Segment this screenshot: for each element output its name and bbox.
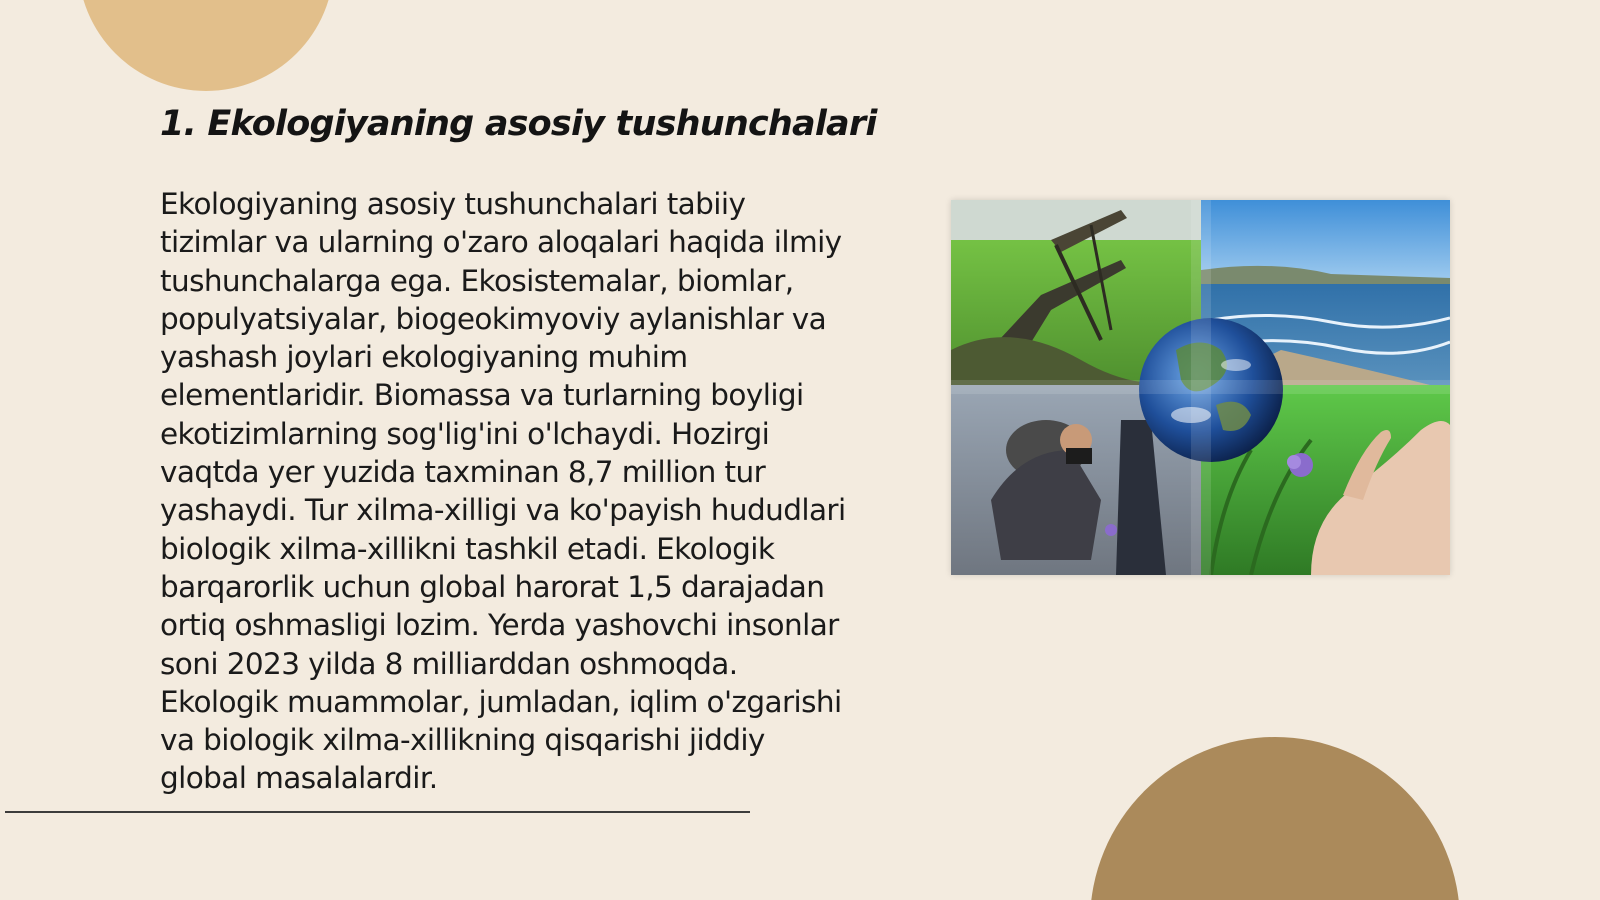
slide-title: 1. Ekologiyaning asosiy tushunchalari: [160, 104, 877, 144]
decorative-circle-bottom: [1090, 737, 1460, 900]
ecology-collage-image: [951, 200, 1450, 575]
slide-body-text: Ekologiyaning asosiy tushunchalari tabiiy tizimlar va ularning o'zaro aloqalari haqida ilmiy tushunchalarga ega. Ekosistemalar, biomlar, populyatsiyalar, biogeokimyoviy aylanishlar va yashash joylari ekologiyaning muhim elementlaridir. Biomassa va turlarning boyligi ekotizimlarning sog'lig'ini o'lchaydi. Hozirgi vaqtda yer yuzida taxminan 8,7 million tur yashaydi. Tur xilma-xilligi va ko'payish hududlari biologik xilma-xillikni tashkil etadi. Ekologik barqarorlik uchun global harorat 1,5 darajadan ortiq oshmasligi lozim. Yerda yashovchi insonlar soni 2023 yilda 8 milliarddan oshmoqda. Ekologik muammolar, jumladan, iqlim o'zgarishi va biologik xilma-xillikning qisqarishi jiddiy global masalalardir.: [160, 187, 846, 796]
decorative-circle-top: [78, 0, 334, 91]
divider-line: [5, 811, 750, 813]
